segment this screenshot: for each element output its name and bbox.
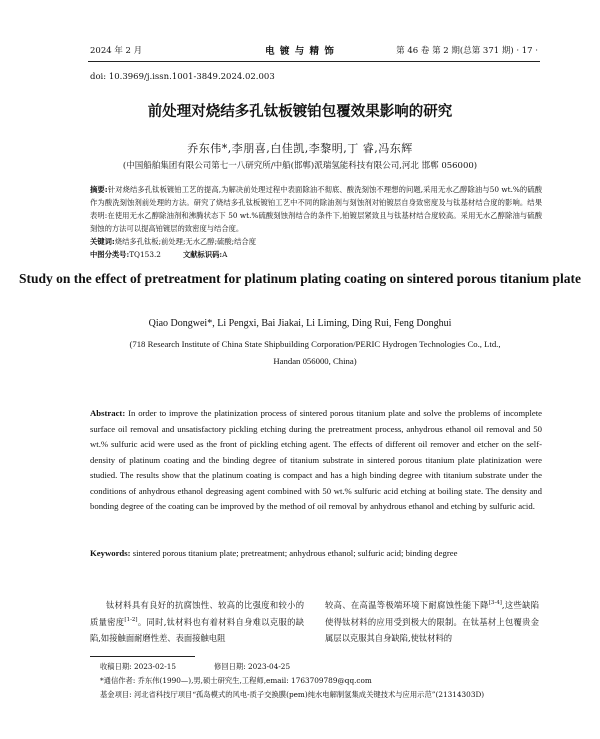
authors-english: Qiao Dongwei*, Li Pengxi, Bai Jiakai, Li Liming, Ding Rui, Feng Donghui [148,318,452,329]
keywords-chinese-label: 关键词: [90,237,115,246]
clc-label: 中图分类号: [90,250,130,259]
keywords-chinese-text: 烧结多孔钛板;前处理;无水乙醇;硫酸;结合度 [114,237,256,246]
body-text: ,这些缺陷使得钛材料的应用受到极大的限制。在钛基材上包覆贵金属层以克服其自身缺陷,使钛材料的 [325,600,539,643]
affiliation-english: (718 Research Institute of China State Shipbuilding Corporation/PERIC Hydrogen Technologies Co., Ltd., Handan 056000, China) [129,339,501,366]
citation-ref: [3-4] [488,600,502,607]
authors-chinese: 乔东伟*,李朋喜,白佳凯,李黎明,丁 睿,冯东辉 [187,142,413,155]
abstract-chinese-label: 摘要: [90,185,108,194]
footnote-corresponding-author: *通信作者: 乔东伟(1990—),男,硕士研究生,工程师,email: 1763709789@qq.com [100,676,372,685]
running-header-journal: 电 镀 与 精 饰 [265,46,335,57]
citation-ref: [1-2] [124,616,138,623]
footnote-divider [90,656,195,657]
received-date: 收稿日期: 2023-02-15 [100,662,177,671]
running-header-issue: 第 46 卷 第 2 期(总第 371 期) · 17 · [396,46,538,56]
body-text: 。同时,钛材料也有着材料自身难以克服的缺陷,如接触面耐磨性差、表面接触电阻 [90,616,304,643]
abstract-english-label: Abstract: [90,408,126,418]
footnote-funding: 基金项目: 河北省科技厅项目“孤岛模式的风电-质子交换膜(pem)纯水电解制氢集成关键技术与应用示范”(21314303D) [100,690,485,699]
doc-code-value: A [222,250,228,259]
keywords-english-text: sintered porous titanium plate; pretreatment; anhydrous ethanol; sulfuric acid; binding degree [130,548,458,558]
abstract-chinese-text: 针对烧结多孔钛板镀铂工艺的提高,为解决前处理过程中表面除油不彻底、酸洗刻蚀不理想的问题,采用无水乙醇除油与50 wt.%的硫酸作为酸洗刻蚀剂前处理的方法。研究了烧结多孔钛板镀铂工艺中不同的除油剂与刻蚀剂对铂镀层自身致密度及与钛基材结合度的影响。结果表明:在使用无水乙醇除油剂和沸腾状态下 50 wt.%硫酸刻蚀剂结合的条件下,铂镀层紧致且与钛基材结合度较高。采用无水乙醇除油与硫酸刻蚀的方法可以提高铂镀层的致密度与结合度。 [90,185,543,233]
doc-code-label: 文献标识码: [182,250,223,259]
clc-value: TQ153.2 [129,250,161,259]
keywords-english [90,546,542,562]
title-chinese: 前处理对烧结多孔钛板镀铂包覆效果影响的研究 [147,104,453,120]
abstract-english-text: In order to improve the platinization process of sintered porous titanium plate and solve the problems of incomplete surface oil removal and unsatisfactory pickling etching during the pretreatment process, anhydrous ethanol oil removal and 50 wt.% sulfuric acid were used as the front of pickling etching agent. The effects of different oil remover and etcher on the self-density of platinum coating and the binding degree of titanium substrate in sintered porous titanium plate platinization were studied. The results show that the platinum coating is compact and has a high binding degree with titanium substrate under the conditions of anhydrous ethanol degreasing agent combined with 50 wt.% sulfuric acid etching at boiling state. The density and bonding degree of the coating can be improved by the method of oil removal by anhydrous ethanol and etching by sulfuric acid. [90,408,542,511]
doi: doi: 10.3969/j.issn.1001-3849.2024.02.003 [90,72,275,82]
header-divider [88,61,540,62]
abstract-chinese [90,183,542,235]
body-column-left [90,597,304,647]
affiliation-chinese: (中国船舶集团有限公司第七一八研究所/中船(邯郸)派瑞氢能科技有限公司,河北 邯郸 056000) [122,161,478,171]
body-column-right [325,597,539,647]
title-english: Study on the effect of pretreatment for platinum plating coating on sintered porous titanium plate [19,271,581,286]
abstract-english [90,406,542,515]
body-text: 钛材料具有良好的抗腐蚀性、较高的比强度和较小的质量密度 [90,600,304,627]
body-text: 较高、在高温等极端环境下耐腐蚀性能下降 [325,600,489,610]
footnote-dates [100,661,290,672]
revised-date: 修回日期: 2023-04-25 [214,662,291,671]
keywords-english-label: Keywords: [90,548,131,558]
running-header-date: 2024 年 2 月 [90,46,143,56]
keywords-chinese [90,235,542,248]
classification-line [90,248,542,261]
